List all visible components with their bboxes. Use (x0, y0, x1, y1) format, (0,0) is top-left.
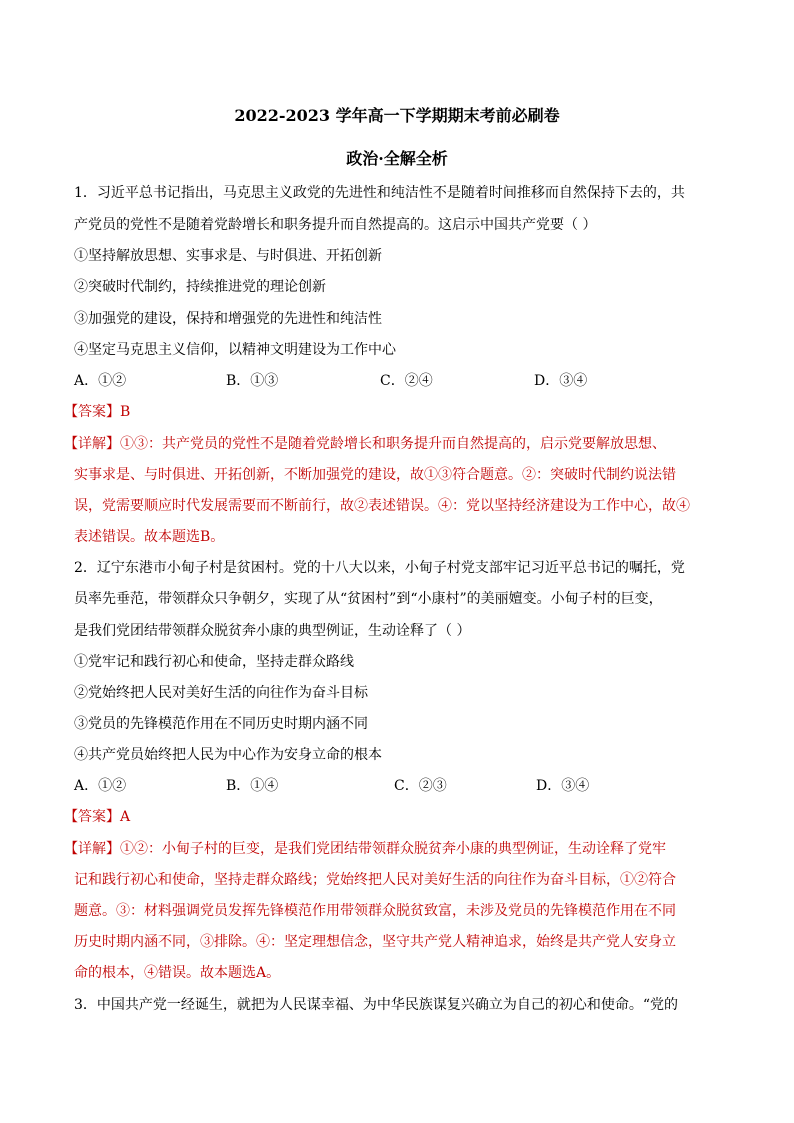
q1-option-a: A．①② (74, 373, 127, 389)
q2-answer: 【答案】A (64, 809, 131, 825)
q2-option-c: C．②③ (394, 778, 447, 794)
q2-option-d: D．③④ (536, 778, 590, 794)
q2-stem-line-1: 2．辽宁东港市小甸子村是贫困村。党的十八大以来，小甸子村党支部牢记习近平总书记的嘱托，党 (74, 560, 685, 576)
q1-statement-2: ②突破时代制约，持续推进党的理论创新 (74, 279, 326, 295)
q2-analysis-line-3: 题意。③：材料强调党员发挥先锋模范作用带领群众脱贫致富，未涉及党员的先锋模范作用在不同 (74, 903, 676, 919)
q2-option-b: B．①④ (226, 778, 279, 794)
q1-statement-1: ①坚持解放思想、实事求是、与时俱进、开拓创新 (74, 248, 382, 264)
q1-option-d: D．③④ (534, 373, 588, 389)
q2-stem-line-2: 员率先垂范，带领群众只争朝夕，实现了从“贫困村”到“小康村”的美丽嬗变。小甸子村的巨变， (74, 591, 663, 607)
q1-analysis-line-1: 【详解】①③：共产党员的党性不是随着党龄增长和职务提升而自然提高的，启示党要解放思想、 (64, 436, 666, 452)
q1-stem-line-2: 产党员的党性不是随着党龄增长和职务提升而自然提高的。这启示中国共产党要（ ） (74, 217, 597, 233)
q1-statement-4: ④坚定马克思主义信仰，以精神文明建设为工作中心 (74, 342, 396, 358)
q3-stem-line-1: 3．中国共产党一经诞生，就把为人民谋幸福、为中华民族谋复兴确立为自己的初心和使命。“党的 (74, 997, 679, 1013)
q2-analysis-line-4: 历史时期内涵不同，③排除。④：坚定理想信念，坚守共产党人精神追求，始终是共产党人安身立 (74, 934, 676, 950)
q2-stem-line-3: 是我们党团结带领群众脱贫奔小康的典型例证，生动诠释了（ ） (74, 623, 471, 639)
q2-analysis-line-1: 【详解】①②：小甸子村的巨变，是我们党团结带领群众脱贫奔小康的典型例证，生动诠释了党牢 (64, 841, 666, 857)
q2-statement-2: ②党始终把人民对美好生活的向往作为奋斗目标 (74, 685, 368, 701)
q1-analysis-line-2: 实事求是、与时俱进、开拓创新，不断加强党的建设，故①③符合题意。②：突破时代制约说法错 (74, 467, 676, 483)
q1-option-c: C．②④ (380, 373, 433, 389)
document-title: 2022-2023 学年高一下学期期末考前必刷卷 (234, 106, 560, 125)
document-subtitle: 政治·全解全析 (346, 149, 448, 168)
q2-option-a: A．①② (74, 778, 127, 794)
q1-analysis-line-4: 表述错误。故本题选B。 (74, 529, 225, 545)
q1-option-b: B．①③ (226, 373, 279, 389)
q2-statement-3: ③党员的先锋模范作用在不同历史时期内涵不同 (74, 716, 368, 732)
q1-analysis-line-3: 误，党需要顺应时代发展需要而不断前行，故②表述错误。④：党以坚持经济建设为工作中心，故④ (74, 498, 690, 514)
q1-stem-line-1: 1．习近平总书记指出，马克思主义政党的先进性和纯洁性不是随着时间推移而自然保持下去的，共 (74, 185, 685, 201)
q2-analysis-line-5: 命的根本，④错误。故本题选A。 (74, 965, 281, 981)
q2-statement-1: ①党牢记和践行初心和使命，坚持走群众路线 (74, 654, 354, 670)
q2-analysis-line-2: 记和践行初心和使命，坚持走群众路线；党始终把人民对美好生活的向往作为奋斗目标，①②符合 (74, 872, 676, 888)
q2-options (74, 777, 734, 795)
q1-options (74, 372, 734, 390)
q1-answer: 【答案】B (64, 404, 131, 420)
q2-statement-4: ④共产党员始终把人民为中心作为安身立命的根本 (74, 747, 382, 763)
q1-statement-3: ③加强党的建设，保持和增强党的先进性和纯洁性 (74, 311, 382, 327)
